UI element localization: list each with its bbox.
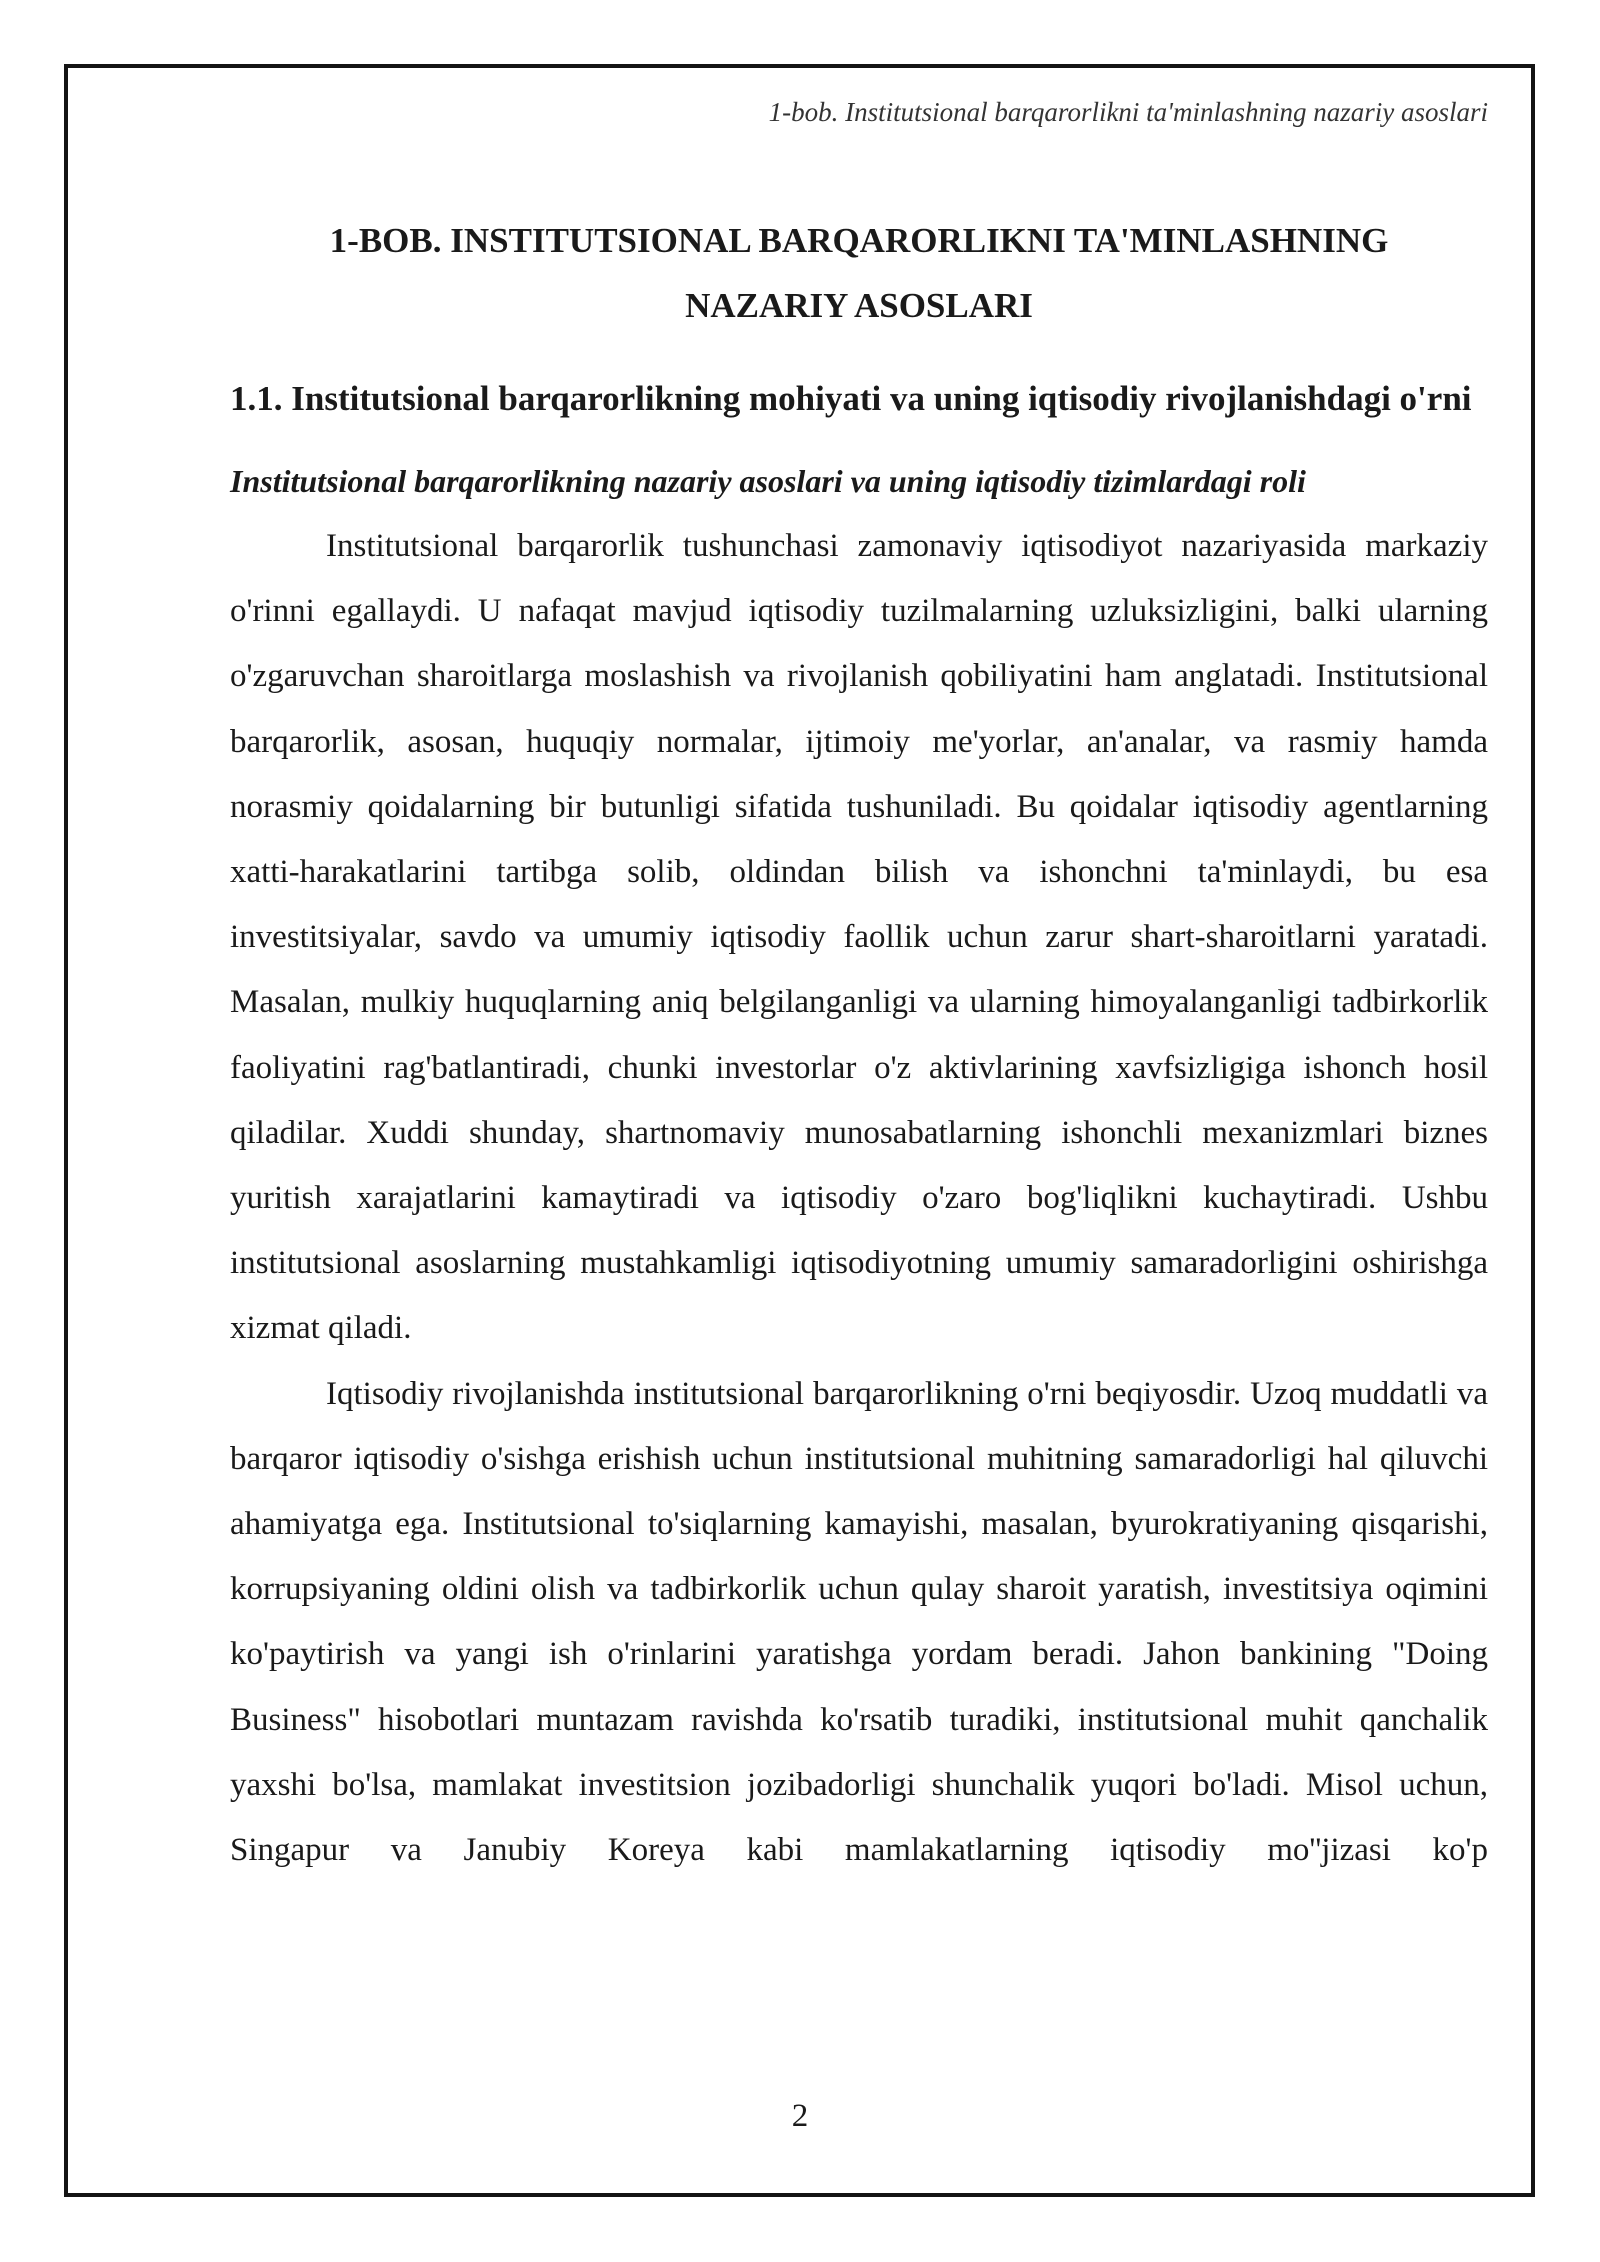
subsection-title: Institutsional barqarorlikning nazariy asoslari va uning iqtisodiy tizimlardagi roli [230,463,1306,499]
body-paragraph: Iqtisodiy rivojlanishda institutsional barqarorlikning o'rni beqiyosdir. Uzoq muddatli va barqaror iqtisodiy o'sishga erishish uchun institutsional muhitning samaradorligi hal qiluvchi ahamiyatga ega. Institutsional to'siqlarning kamayishi, masalan, byurokratiyaning qisqarishi, korrupsiyaning oldini olish va tadbirkorlik uchun qulay sharoit yaratish, investitsiya oqimini ko'paytirish va yangi ish o'rinlarini yaratishga yordam beradi. Jahon bankining "Doing Business" hisobotlari muntazam ravishda ko'rsatib turadiki, institutsional muhit qanchalik yaxshi bo'lsa, mamlakat investitsion jozibadorligi shunchalik yuqori bo'ladi. Misol uchun, Singapur va Janubiy Koreya kabi mamlakatlarning iqtisodiy mo''jizasi ko'p [230,1375,1488,1869]
page-number: 2 [791,2098,809,2134]
running-header: 1-bob. Institutsional barqarorlikni ta'minlashning nazariy asoslari [768,97,1488,127]
section-title: 1.1. Institutsional barqarorlikning mohiyati va uning iqtisodiy rivojlanishdagi o'rni [230,379,1472,418]
page-content [230,208,1488,1883]
chapter-title: 1-BOB. INSTITUTSIONAL BARQARORLIKNI TA'MINLASHNING NAZARIY ASOSLARI [329,221,1389,325]
body-paragraph: Institutsional barqarorlik tushunchasi zamonaviy iqtisodiyot nazariyasida markaziy o'rinni egallaydi. U nafaqat mavjud iqtisodiy tuzilmalarning uzluksizligini, balki ularning o'zgaruvchan sharoitlarga moslashish va rivojlanish qobiliyatini ham anglatadi. Institutsional barqarorlik, asosan, huquqiy normalar, ijtimoiy me'yorlar, an'analar, va rasmiy hamda norasmiy qoidalarning bir butunligi sifatida tushuniladi. Bu qoidalar iqtisodiy agentlarning xatti-harakatlarini tartibga solib, oldindan bilish va ishonchni ta'minlaydi, bu esa investitsiyalar, savdo va umumiy iqtisodiy faollik uchun zarur shart-sharoitlarni yaratadi. Masalan, mulkiy huquqlarning aniq belgilanganligi va ularning himoyalanganligi tadbirkorlik faoliyatini rag'batlantiradi, chunki investorlar o'z aktivlarining xavfsizligiga ishonch hosil qiladilar. Xuddi shunday, shartnomaviy munosabatlarning ishonchli mexanizmlari biznes yuritish xarajatlarini kamaytiradi va iqtisodiy o'zaro bog'liqlikni kuchaytiradi. Ushbu institutsional asoslarning mustahkamligi iqtisodiyotning umumiy samaradorligini oshirishga xizmat qiladi. [230,528,1488,1347]
